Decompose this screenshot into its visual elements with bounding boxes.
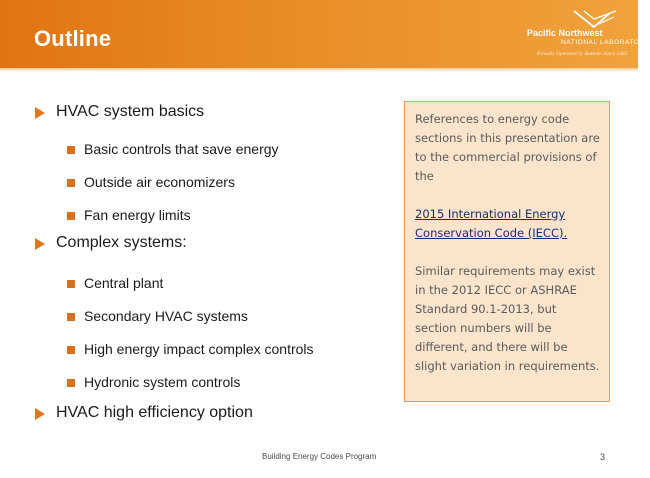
header-shadow [0,68,638,72]
callout-intro: References to energy code sections in this presentation are to the commercial provisions of the [415,112,600,183]
list-item: Central plant [84,275,164,291]
list-item: Hydronic system controls [84,374,241,390]
iecc-link[interactable]: 2015 International Energy Conservation Code (IECC). [415,207,568,240]
bullet-square-icon [67,146,75,154]
list-item: Complex systems: [56,234,187,251]
list-item: HVAC system basics [56,103,205,120]
logo-subtitle: NATIONAL LABORATORY [561,39,650,46]
bullet-square-icon [67,280,75,288]
bullet-square-icon [67,179,75,187]
list-item: Outside air economizers [84,174,235,190]
bullet-square-icon [67,212,75,220]
callout-note: Similar requirements may exist in the 2012 IECC or ASHRAE Standard 90.1-2013, but section numbers will be different, and there will be slight variation in requirements. [415,264,600,373]
bullet-square-icon [67,346,75,354]
reference-callout-box [404,101,610,402]
list-item: Secondary HVAC systems [84,308,248,324]
list-item: Basic controls that save energy [84,141,279,157]
bullet-square-icon [67,379,75,387]
list-item: High energy impact complex controls [84,341,314,357]
bullet-square-icon [67,313,75,321]
bullet-arrow-icon [35,408,45,420]
footer-text: Building Energy Codes Program [262,452,377,461]
list-item: HVAC high efficiency option [56,404,253,421]
bullet-arrow-icon [35,238,45,250]
bullet-arrow-icon [35,107,45,119]
logo-tagline: Proudly Operated by Battelle Since 1965 [537,51,628,57]
list-item: Fan energy limits [84,207,191,223]
slide-title: Outline [34,26,112,51]
page-number: 3 [600,452,606,462]
logo-title: Pacific Northwest [527,28,603,38]
